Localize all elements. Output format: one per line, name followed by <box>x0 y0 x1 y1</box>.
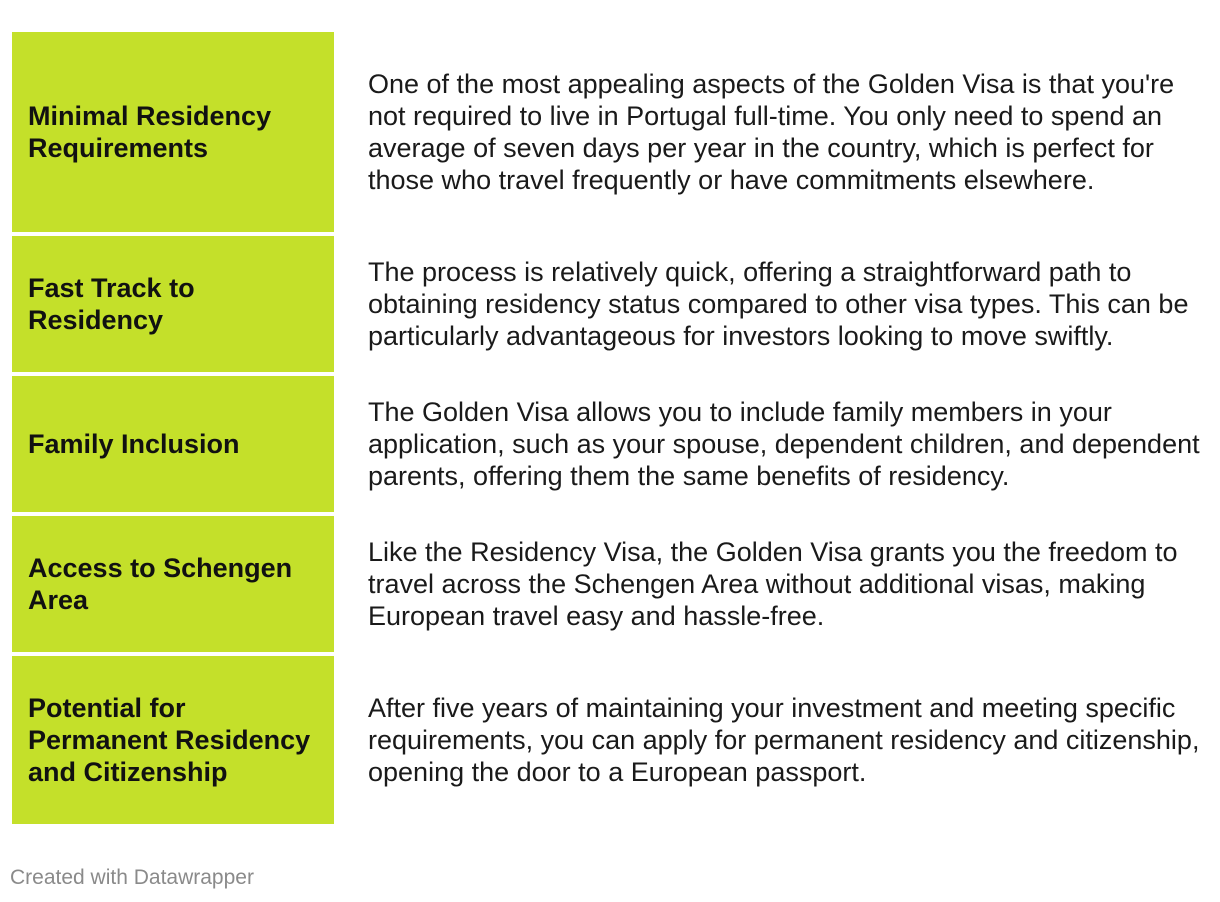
datawrapper-credit-link[interactable]: Created with Datawrapper <box>10 866 254 889</box>
row-description: The Golden Visa allows you to include family members in your application, such as your spouse, dependent children, and dependent parents, offering them the same benefits of residency. <box>368 397 1200 491</box>
row-label-cell <box>12 32 334 232</box>
row-label-cell <box>12 516 334 652</box>
row-description-cell <box>334 656 1202 824</box>
row-label-cell <box>12 656 334 824</box>
row-description: Like the Residency Visa, the Golden Visa grants you the freedom to travel across the Schengen Area without additional visas, making European travel easy and hassle-free. <box>368 537 1178 631</box>
row-description-cell <box>334 236 1202 372</box>
row-label: Family Inclusion <box>28 429 240 459</box>
row-description: After five years of maintaining your investment and meeting specific requirements, you can apply for permanent residency and citizenship, opening the door to a European passport. <box>368 693 1200 787</box>
table-row <box>12 236 1202 372</box>
row-label-cell <box>12 236 334 372</box>
table-row <box>12 376 1202 512</box>
row-description: One of the most appealing aspects of the Golden Visa is that you're not required to live in Portugal full-time. You only need to spend an average of seven days per year in the country, which is perfect for those who travel frequently or have commitments elsewhere. <box>368 69 1175 195</box>
table-row <box>12 656 1202 824</box>
table-row <box>12 32 1202 232</box>
row-label: Fast Track to Residency <box>28 273 195 335</box>
row-label: Potential for Permanent Residency and Citizenship <box>28 693 311 787</box>
row-label: Minimal Residency Requirements <box>28 101 272 163</box>
row-label-cell <box>12 376 334 512</box>
benefits-table <box>12 32 1202 824</box>
row-description: The process is relatively quick, offering a straightforward path to obtaining residency status compared to other visa types. This can be particularly advantageous for investors looking to move swiftly. <box>368 257 1189 351</box>
row-description-cell <box>334 32 1202 232</box>
row-label: Access to Schengen Area <box>28 553 293 615</box>
row-description-cell <box>334 376 1202 512</box>
row-description-cell <box>334 516 1202 652</box>
table-row <box>12 516 1202 652</box>
